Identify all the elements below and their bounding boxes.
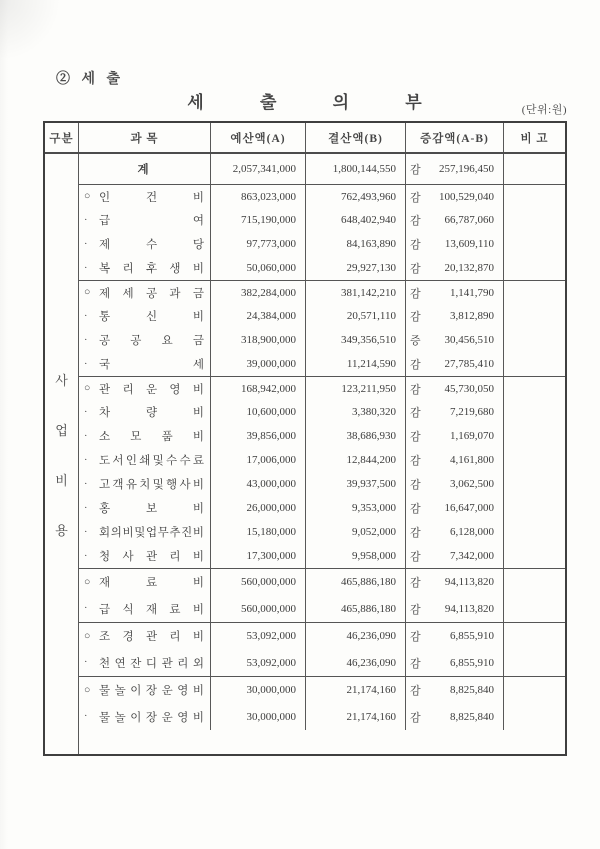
change-cell (406, 496, 504, 520)
subject-cell (79, 232, 211, 256)
note-cell (504, 649, 565, 676)
change-direction-mark: 감 (410, 311, 421, 323)
subject-label: 관 리 운 영 비 (99, 383, 204, 396)
budget-cell: 2,057,341,000 (211, 154, 306, 184)
change-amount: 7,219,680 (450, 406, 494, 418)
table-row (79, 676, 565, 703)
section-marker-icon: ○ (84, 383, 91, 394)
change-amount: 94,113,820 (444, 602, 494, 615)
item-bullet-icon: · (84, 214, 88, 226)
subject-cell: 계 (79, 154, 211, 184)
settlement-cell: 39,937,500 (306, 472, 406, 496)
table-row (79, 304, 565, 328)
note-cell (504, 377, 565, 400)
budget-cell: 26,000,000 (211, 496, 306, 520)
item-bullet-icon: · (84, 238, 88, 250)
settlement-cell: 11,214,590 (306, 352, 406, 376)
subject-cell (79, 377, 211, 400)
settlement-cell: 29,927,130 (306, 256, 406, 280)
item-bullet-icon: · (84, 502, 88, 514)
settlement-cell: 9,353,000 (306, 496, 406, 520)
subject-label: 도 서 인 쇄 및 수 수 료 (99, 455, 204, 467)
settlement-cell: 3,380,320 (306, 400, 406, 424)
subject-label: 홍 보 비 (99, 503, 204, 515)
subject-label: 급 식 재 료 비 (99, 603, 204, 616)
change-amount: 6,855,910 (450, 630, 494, 642)
change-cell (406, 677, 504, 703)
change-cell (406, 328, 504, 352)
budget-cell: 97,773,000 (211, 232, 306, 256)
category-char: 비 (55, 472, 68, 488)
change-direction-mark: 감 (410, 603, 421, 616)
item-bullet-icon: · (84, 358, 88, 370)
note-cell (504, 520, 565, 544)
change-amount: 8,825,840 (450, 710, 494, 723)
budget-cell: 43,000,000 (211, 472, 306, 496)
change-cell (406, 472, 504, 496)
settlement-cell: 9,052,000 (306, 520, 406, 544)
change-cell (406, 208, 504, 232)
subject-label: 천 연 잔 디 관 리 외 (99, 657, 204, 670)
table-row (79, 232, 565, 256)
table-row (79, 622, 565, 649)
change-direction-mark: 감 (410, 191, 421, 204)
item-bullet-icon: · (84, 603, 88, 614)
subject-cell (79, 448, 211, 472)
change-amount: 20,132,870 (444, 262, 494, 274)
table-row (79, 328, 565, 352)
unit-label: (단위:원) (521, 104, 567, 116)
budget-cell: 863,023,000 (211, 185, 306, 208)
table-row (79, 400, 565, 424)
settlement-cell: 1,800,144,550 (306, 154, 406, 184)
header-subject: 과 목 (79, 123, 211, 152)
note-cell (504, 472, 565, 496)
subject-cell (79, 400, 211, 424)
subject-label: 제 수 당 (99, 239, 204, 251)
change-cell (406, 256, 504, 280)
subject-cell (79, 649, 211, 676)
item-bullet-icon: · (84, 711, 88, 722)
table-row (79, 703, 565, 730)
category-char: 용 (55, 522, 68, 538)
item-bullet-icon: · (84, 334, 88, 346)
section-marker-icon: ○ (84, 191, 91, 202)
item-bullet-icon: · (84, 262, 88, 274)
table-row (79, 376, 565, 400)
table-row (79, 568, 565, 595)
budget-cell: 50,060,000 (211, 256, 306, 280)
item-bullet-icon: · (84, 454, 88, 466)
settlement-cell: 84,163,890 (306, 232, 406, 256)
item-bullet-icon: · (84, 310, 88, 322)
change-cell (406, 304, 504, 328)
section-marker-icon: ○ (84, 684, 91, 696)
header-change: 증감액(A-B) (406, 123, 504, 152)
change-amount: 1,169,070 (450, 430, 494, 442)
table-row (79, 496, 565, 520)
change-cell (406, 400, 504, 424)
change-amount: 30,456,510 (444, 334, 494, 346)
category-char: 업 (55, 422, 68, 438)
subject-cell (79, 328, 211, 352)
subject-label: 공 공 요 금 (99, 335, 204, 347)
change-cell (406, 185, 504, 208)
budget-cell: 17,006,000 (211, 448, 306, 472)
settlement-cell: 648,402,940 (306, 208, 406, 232)
document-title: 세 출 의 부 (187, 93, 423, 112)
subject-label: 물 놀 이 장 운 영 비 (99, 685, 204, 697)
subject-cell (79, 496, 211, 520)
subject-label: 물 놀 이 장 운 영 비 (99, 711, 204, 724)
table-body (45, 154, 565, 754)
subject-cell (79, 595, 211, 622)
category-cell (45, 154, 79, 754)
subject-label: 제 세 공 과 금 (99, 287, 204, 300)
settlement-cell: 381,142,210 (306, 281, 406, 304)
subject-label: 소 모 품 비 (99, 431, 204, 443)
change-direction-mark: 감 (410, 431, 421, 443)
change-direction-mark: 감 (410, 503, 421, 515)
subject-label: 차 량 비 (99, 407, 204, 419)
subject-label: 청 사 관 리 비 (99, 551, 204, 563)
note-cell (504, 448, 565, 472)
note-cell (504, 569, 565, 595)
settlement-cell: 20,571,110 (306, 304, 406, 328)
budget-cell: 382,284,000 (211, 281, 306, 304)
item-bullet-icon: · (84, 550, 88, 562)
item-bullet-icon: · (84, 406, 88, 418)
subject-cell (79, 424, 211, 448)
header-budget: 예산액(A) (211, 123, 306, 152)
table-row (79, 520, 565, 544)
settlement-cell: 123,211,950 (306, 377, 406, 400)
table-row (79, 595, 565, 622)
header-settlement: 결산액(B) (306, 123, 406, 152)
change-direction-mark: 감 (410, 287, 421, 300)
change-cell (406, 281, 504, 304)
note-cell (504, 304, 565, 328)
change-direction-mark: 감 (410, 577, 421, 589)
category-char: 사 (55, 372, 68, 388)
item-bullet-icon: · (84, 430, 88, 442)
settlement-cell: 38,686,930 (306, 424, 406, 448)
change-direction-mark: 감 (410, 455, 421, 467)
subject-label: 재 료 비 (99, 577, 204, 589)
table-row (79, 472, 565, 496)
change-direction-mark: 감 (410, 164, 421, 176)
change-direction-mark: 감 (410, 711, 421, 724)
note-cell (504, 185, 565, 208)
change-amount: 3,062,500 (450, 478, 494, 490)
change-cell (406, 232, 504, 256)
budget-cell: 53,092,000 (211, 623, 306, 649)
subject-cell (79, 569, 211, 595)
settlement-cell: 465,886,180 (306, 569, 406, 595)
subject-cell (79, 352, 211, 376)
section-marker-icon: ○ (84, 576, 91, 588)
change-direction-mark: 감 (410, 215, 421, 227)
change-cell (406, 703, 504, 730)
change-direction-mark: 증 (410, 335, 421, 347)
subject-label: 조 경 관 리 비 (99, 631, 204, 643)
subject-cell (79, 256, 211, 280)
settlement-cell: 21,174,160 (306, 703, 406, 730)
budget-cell: 24,384,000 (211, 304, 306, 328)
settlement-cell: 46,236,090 (306, 649, 406, 676)
note-cell (504, 232, 565, 256)
change-cell (406, 623, 504, 649)
note-cell (504, 328, 565, 352)
change-direction-mark: 감 (410, 239, 421, 251)
table-row (79, 544, 565, 568)
change-amount: 7,342,000 (450, 550, 494, 562)
change-amount: 94,113,820 (444, 576, 494, 588)
change-cell (406, 424, 504, 448)
budget-cell: 17,300,000 (211, 544, 306, 568)
subject-cell (79, 544, 211, 568)
change-direction-mark: 감 (410, 657, 421, 670)
change-direction-mark: 감 (410, 551, 421, 563)
change-amount: 45,730,050 (444, 382, 494, 395)
change-cell (406, 352, 504, 376)
change-amount: 257,196,450 (439, 163, 494, 175)
table-row (79, 448, 565, 472)
change-direction-mark: 감 (410, 359, 421, 371)
table-row (79, 208, 565, 232)
settlement-cell: 21,174,160 (306, 677, 406, 703)
note-cell (504, 352, 565, 376)
change-amount: 8,825,840 (450, 684, 494, 696)
budget-cell: 715,190,000 (211, 208, 306, 232)
change-cell (406, 544, 504, 568)
note-cell (504, 496, 565, 520)
change-amount: 27,785,410 (444, 358, 494, 370)
table-row (79, 352, 565, 376)
budget-cell: 15,180,000 (211, 520, 306, 544)
budget-cell: 168,942,000 (211, 377, 306, 400)
budget-cell: 53,092,000 (211, 649, 306, 676)
change-amount: 1,141,790 (450, 286, 494, 299)
change-direction-mark: 감 (410, 263, 421, 275)
note-cell (504, 544, 565, 568)
change-amount: 66,787,060 (444, 214, 494, 226)
change-amount: 6,128,000 (450, 526, 494, 538)
table-row (79, 256, 565, 280)
subject-label: 통 신 비 (99, 311, 204, 323)
change-amount: 4,161,800 (450, 454, 494, 466)
change-amount: 16,647,000 (444, 502, 494, 514)
subject-cell (79, 185, 211, 208)
subject-label: 고 객 유 치 및 행 사 비 (99, 479, 204, 491)
subject-cell (79, 623, 211, 649)
change-amount: 6,855,910 (450, 656, 494, 669)
change-direction-mark: 감 (410, 407, 421, 419)
change-cell (406, 377, 504, 400)
table-row (79, 424, 565, 448)
item-bullet-icon: · (84, 478, 88, 490)
budget-cell: 39,856,000 (211, 424, 306, 448)
subject-label: 급 여 (99, 215, 204, 227)
table-bottom-spacer (79, 730, 565, 754)
subject-cell (79, 281, 211, 304)
budget-cell: 39,000,000 (211, 352, 306, 376)
change-direction-mark: 감 (410, 631, 421, 643)
note-cell (504, 281, 565, 304)
table-row (79, 154, 565, 184)
change-amount: 100,529,040 (439, 190, 494, 203)
item-bullet-icon: · (84, 657, 88, 668)
category-label (55, 370, 68, 539)
note-cell (504, 256, 565, 280)
section-marker-icon: ○ (84, 287, 91, 298)
header-note: 비 고 (520, 132, 549, 145)
subject-label: 국 세 (99, 359, 204, 371)
change-cell (406, 448, 504, 472)
note-cell (504, 703, 565, 730)
subject-cell (79, 520, 211, 544)
table-rows (79, 154, 565, 754)
budget-cell: 560,000,000 (211, 569, 306, 595)
subject-cell (79, 472, 211, 496)
change-cell (406, 520, 504, 544)
change-direction-mark: 감 (410, 527, 421, 539)
change-direction-mark: 감 (410, 383, 421, 396)
subject-label: 회 의 비 및 업 무 추 진 비 (99, 527, 204, 539)
note-cell (504, 400, 565, 424)
settlement-cell: 46,236,090 (306, 623, 406, 649)
change-cell (406, 154, 504, 184)
settlement-cell: 465,886,180 (306, 595, 406, 622)
note-cell (504, 677, 565, 703)
settlement-cell: 12,844,200 (306, 448, 406, 472)
budget-cell: 10,600,000 (211, 400, 306, 424)
budget-cell: 560,000,000 (211, 595, 306, 622)
expenditure-table (43, 121, 567, 756)
budget-cell: 30,000,000 (211, 703, 306, 730)
settlement-cell: 349,356,510 (306, 328, 406, 352)
budget-cell: 318,900,000 (211, 328, 306, 352)
page-title: ② 세 출 (56, 72, 125, 87)
note-cell (504, 595, 565, 622)
settlement-cell: 762,493,960 (306, 185, 406, 208)
change-cell (406, 569, 504, 595)
item-bullet-icon: · (84, 526, 88, 538)
subject-cell (79, 677, 211, 703)
table-row (79, 184, 565, 208)
section-marker-icon: ○ (84, 630, 91, 642)
settlement-cell: 9,958,000 (306, 544, 406, 568)
subject-label: 복 리 후 생 비 (99, 263, 204, 275)
table-header-row (45, 123, 565, 154)
change-cell (406, 649, 504, 676)
subject-cell (79, 304, 211, 328)
note-cell (504, 623, 565, 649)
change-direction-mark: 감 (410, 685, 421, 697)
table-row (79, 649, 565, 676)
budget-cell: 30,000,000 (211, 677, 306, 703)
subject-label: 인 건 비 (99, 191, 204, 204)
note-cell (504, 154, 565, 184)
subject-cell (79, 703, 211, 730)
subject-cell (79, 208, 211, 232)
table-row (79, 280, 565, 304)
note-cell (504, 424, 565, 448)
change-cell (406, 595, 504, 622)
change-amount: 13,609,110 (444, 238, 494, 250)
header-category: 구분 (45, 123, 79, 152)
note-cell (504, 208, 565, 232)
change-amount: 3,812,890 (450, 310, 494, 322)
change-direction-mark: 감 (410, 479, 421, 491)
